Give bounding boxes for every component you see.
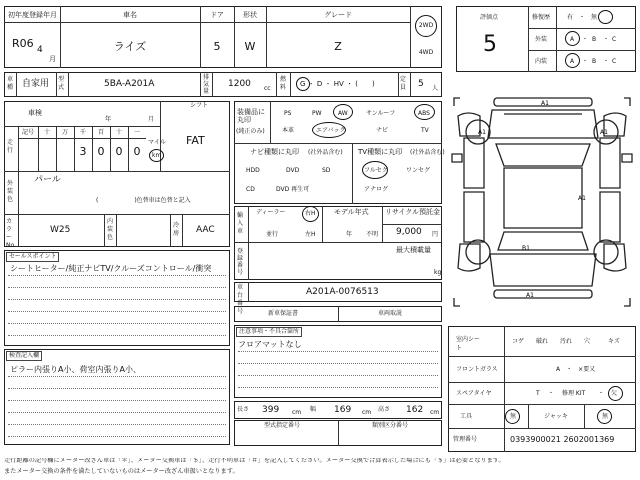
tv-title: TV種類に丸印 (358, 148, 403, 156)
grade-separator: ・ (603, 58, 610, 65)
equipment-title: 装備品に丸印 (237, 108, 265, 124)
repair-options: 有 ・ 無 (567, 14, 598, 21)
mileage-digit-label: 千 (79, 129, 86, 136)
equipment-item: エアバック (316, 127, 346, 134)
grade-option: C (612, 36, 617, 43)
manual-label: 車両取説 (378, 310, 403, 317)
km-label: km (152, 152, 162, 159)
ac-value: AAC (196, 225, 215, 235)
seat-item: 汚れ (560, 338, 573, 345)
score-label: 評価点 (480, 14, 499, 21)
equipment-item: 本革 (282, 127, 295, 134)
mileage-label: 走行 (7, 139, 14, 154)
length-label: 長さ (237, 406, 250, 413)
displacement-value: 1200 (228, 79, 251, 89)
mileage-divider (110, 126, 111, 171)
displacement-unit: cc (264, 85, 271, 92)
shift-value: FAT (186, 134, 205, 147)
max-load-kg: kg (434, 269, 442, 276)
repair-label: 修復歴 (532, 14, 551, 21)
sales-points-label: セールスポイント (6, 252, 59, 262)
reg-year-label: 初年度登録年月 (8, 11, 57, 19)
seat-item: コゲ (512, 338, 525, 345)
mileage-digit: 0 (115, 145, 123, 158)
equipment-item: ナビ (376, 127, 389, 134)
interior-a-circle (565, 53, 580, 68)
abs-circle (414, 104, 435, 120)
notes-label: 注意事項・不具合箇所 (236, 327, 302, 337)
category-label: 車種 (7, 76, 14, 91)
sales-points-text: シートヒーター/純正ナビTV/クルーズコントロール/衝突 (10, 264, 212, 273)
ac-label: 冷房 (173, 222, 180, 237)
exterior-color: パール (34, 175, 61, 185)
drive-4wd: 4WD (418, 49, 434, 56)
shape-label: 形状 (243, 11, 257, 19)
mileage-header-line (18, 138, 146, 139)
doors-label: ドア (210, 11, 224, 19)
type-label: 型式 (58, 76, 65, 91)
chassis-no: A201A-0076513 (306, 287, 379, 297)
mile-label: マイル (148, 139, 166, 146)
height-unit: cm (430, 409, 440, 416)
class-label: 類別区分番号 (372, 422, 409, 429)
glass-items: A ・ ×要又 (556, 366, 596, 373)
type-cert-label: 型式指定番号 (264, 422, 301, 429)
grade-label: グレード (324, 11, 352, 19)
damage-mark-a1-pillar: A1 (578, 195, 586, 202)
spare-separator: ・ (548, 390, 555, 397)
car-diagram (448, 92, 636, 320)
inspection-month-unit: 月 (148, 116, 155, 123)
mileage-digit: 0 (97, 145, 105, 158)
navi-item: DVD 再生可 (276, 186, 310, 193)
grade-option: B (592, 58, 597, 65)
navi-item: DVD (286, 167, 300, 174)
recycle-yen: 円 (432, 231, 439, 238)
mileage-digit: 0 (133, 145, 141, 158)
damage-mark-a1-front: A1 (541, 100, 549, 107)
warranty-label: 新車保証書 (268, 310, 299, 317)
mileage-digit-label: 百 (97, 129, 104, 136)
exterior-grade-label: 外装 (535, 36, 548, 43)
grade-value: Z (334, 40, 342, 53)
footer-line1: 走行距離の記号欄にメーター改ざん車は「＊」、メーター交換車は「＄」、走行不明車は「＃」を記入してください。メーター交換で合算表示した場合にも「＄」は必要となります。 (4, 458, 505, 464)
fuel-label: 燃料 (280, 76, 287, 91)
length-value: 399 (262, 405, 280, 415)
navi-title: ナビ種類に丸印 (250, 148, 299, 156)
dealer-label: ディーラー (256, 209, 286, 216)
seat-item: 穴 (584, 338, 591, 345)
left-h: 左H (305, 231, 316, 238)
chassis-label: 車台番号 (237, 284, 244, 315)
inspector-block (4, 349, 230, 445)
width-label: 幅 (310, 406, 317, 413)
spare-item: 修理 KIT (562, 390, 586, 397)
navi-note: (社外品含む) (308, 149, 343, 156)
mgmt-label: 管理番号 (453, 436, 478, 443)
grade-separator: ・ (582, 58, 589, 65)
spare-label: スペアタイヤ (456, 390, 492, 397)
mileage-digit-label: 万 (61, 129, 68, 136)
import-block (234, 206, 442, 280)
seat-label: 室内シート (456, 336, 481, 352)
mileage-digit: 3 (79, 145, 87, 158)
type-code: 5BA-A201A (104, 79, 155, 89)
mileage-divider (92, 126, 93, 171)
exterior-note: ( )色替車は色替と記入 (96, 197, 191, 204)
height-label: 高さ (378, 406, 391, 413)
model-label: 車名 (123, 11, 137, 19)
damage-mark-b1: B1 (522, 245, 530, 252)
import-label: 輸入車 (237, 212, 244, 235)
inspection-label: 車検 (28, 109, 42, 117)
equipment-item: サンルーフ (366, 110, 396, 117)
row-type (4, 72, 442, 97)
shift-label: シフト (190, 102, 209, 109)
model-year-unknown: 不明 (366, 231, 379, 238)
reg-no-label: 登録番号 (237, 248, 244, 276)
footer-line2: またメーター交換の条件を満たしていないものはメーター改ざん車扱いとなります。 (4, 468, 239, 475)
exterior-label: 外装色 (7, 180, 14, 203)
damage-mark-a1-left: A1 (478, 129, 486, 136)
mileage-divider (38, 126, 39, 171)
inspector-text: ピラー内張りA小、荷室内張りA小、 (10, 365, 141, 374)
width-unit: cm (362, 409, 372, 416)
mileage-digit-label: 一 (133, 129, 140, 136)
tv-item: アナログ (364, 186, 389, 193)
width-value: 169 (334, 405, 352, 415)
equipment-note: (純正のみ) (236, 128, 265, 135)
spare-missing-circle (608, 386, 623, 401)
grade-separator: ・ (582, 36, 589, 43)
exterior-a-circle (565, 31, 580, 46)
model-year-unit: 年 (346, 231, 353, 238)
grade-option: C (612, 58, 617, 65)
color-no-value: W25 (50, 225, 71, 235)
grade-option: B (592, 36, 597, 43)
capacity-label: 定員 (400, 76, 407, 91)
reg-year-value: R06 (12, 37, 34, 50)
reg-month-value: 4 (37, 45, 43, 55)
max-load-label: 最大積載量 (396, 246, 431, 254)
aw-circle (333, 104, 353, 120)
fuel-options: G ・ D ・ HV ・ ( ) (300, 80, 375, 88)
mileage-divider (56, 126, 57, 171)
right-h: 右H (305, 210, 316, 217)
tools-value: 無 (510, 413, 517, 420)
tv-item: フルセグ (364, 167, 388, 174)
model-name: ライズ (113, 40, 147, 53)
navi-item: SD (322, 167, 331, 174)
recycle-amount: 9,000 (396, 227, 422, 237)
tools-label: 工具 (460, 413, 473, 420)
capacity-unit: 人 (432, 85, 439, 92)
seat-item: 破れ (536, 338, 549, 345)
length-unit: cm (292, 409, 302, 416)
doors-value: 5 (213, 40, 221, 53)
inspector-label: 検査記入欄 (6, 351, 42, 361)
jack-label: ジャッキ (544, 413, 568, 420)
interior-grade-label: 内装 (535, 58, 548, 65)
equipment-item: AW (338, 110, 348, 117)
tv-item: ワンセグ (406, 167, 431, 174)
score-value: 5 (483, 32, 497, 57)
recycle-label: リサイクル預託金 (385, 208, 441, 216)
inspection-year-unit: 年 (105, 116, 112, 123)
displacement-label: 排気量 (203, 74, 210, 95)
grade-separator: ・ (603, 36, 610, 43)
grade-option: A (570, 58, 575, 65)
interior-color-label: 内装色 (107, 218, 114, 241)
drive-2wd: 2WD (418, 22, 434, 29)
mileage-digit-label: 十 (43, 129, 50, 136)
notes-text: フロアマットなし (238, 340, 302, 349)
category-value: 自家用 (22, 79, 50, 89)
reg-month-unit: 月 (49, 55, 56, 63)
airbag-circle (312, 122, 346, 138)
mgmt-no: 0393900021 2602001369 (510, 435, 615, 444)
navi-item: HDD (246, 167, 260, 174)
spare-separator: ・ (598, 390, 605, 397)
jack-value: 無 (602, 413, 609, 420)
mileage-divider (74, 126, 75, 171)
parallel-label: 並行 (266, 231, 279, 238)
capacity-value: 5 (418, 79, 424, 89)
mileage-digit-label: 記号 (21, 129, 34, 136)
repair-none-circle (598, 10, 613, 24)
navi-item: CD (246, 186, 255, 193)
spare-item: 欠 (611, 390, 618, 397)
height-value: 162 (406, 405, 424, 415)
spare-item: T (536, 390, 540, 397)
glass-label: フロントガラス (456, 366, 498, 373)
tv-note: (社外品含む) (410, 149, 445, 156)
model-year-label: モデル年式 (334, 208, 369, 216)
equipment-item: PW (312, 110, 322, 117)
fullseg-circle (362, 161, 388, 179)
color-no-label: カラーNo. (6, 218, 16, 249)
equipment-item: PS (284, 110, 292, 117)
damage-mark-a1-rear: A1 (526, 292, 534, 299)
seat-item: キズ (608, 338, 620, 345)
equipment-item: TV (421, 127, 429, 134)
shape-value: W (244, 40, 256, 53)
damage-mark-a1-right: A1 (600, 129, 608, 136)
mileage-digit-label: 十 (115, 129, 122, 136)
equipment-item: ABS (418, 110, 430, 117)
grade-option: A (570, 36, 575, 43)
mileage-divider (128, 126, 129, 171)
